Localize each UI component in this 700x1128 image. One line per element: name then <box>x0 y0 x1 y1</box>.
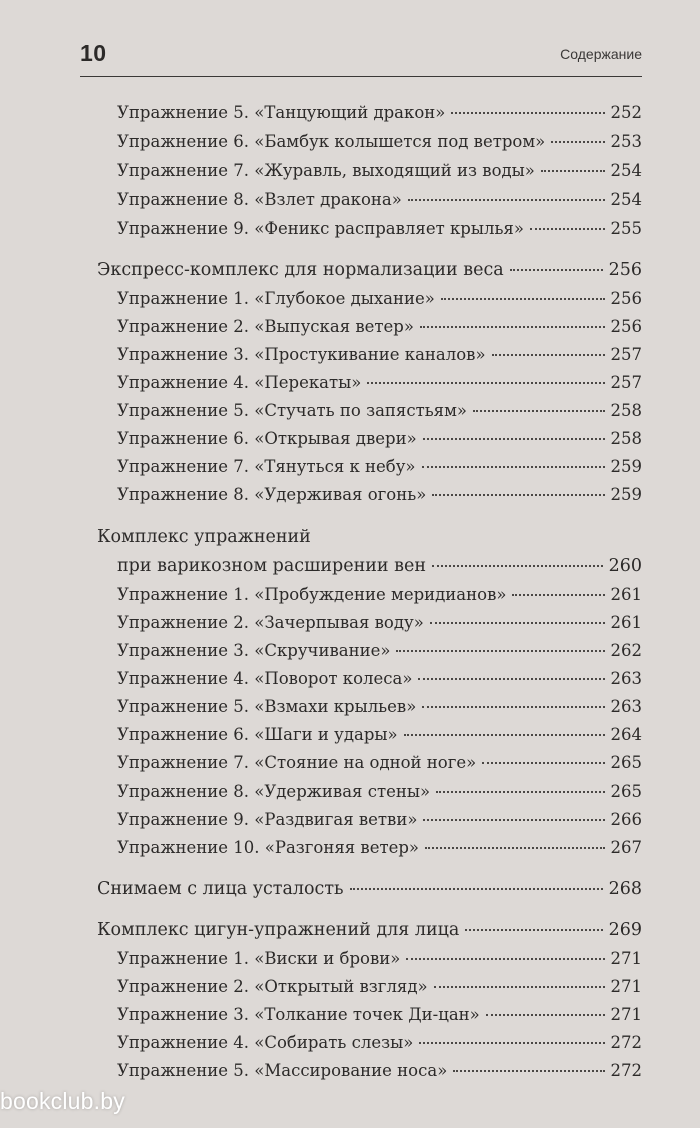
toc-entry: Упражнение 6. «Шаги и удары» 264 <box>117 725 642 744</box>
toc-entry: Упражнение 5. «Танцующий дракон» 252 <box>117 103 642 122</box>
toc-entry: Упражнение 1. «Глубокое дыхание» 256 <box>117 289 642 308</box>
toc-section-entry: Снимаем с лица усталость 268 <box>97 879 642 899</box>
page-number: 10 <box>80 40 107 66</box>
toc-entry: Упражнение 8. «Удерживая стены» 265 <box>117 782 642 801</box>
toc-section-entry: Комплекс цигун-упражнений для лица 269 <box>97 920 642 940</box>
toc-entry: Упражнение 4. «Перекаты» 257 <box>117 373 642 392</box>
toc-entry: Упражнение 2. «Выпуская ветер» 256 <box>117 317 642 336</box>
toc-entry: Упражнение 5. «Взмахи крыльев» 263 <box>117 697 642 716</box>
page-header <box>80 40 642 77</box>
toc-entry: Упражнение 7. «Журавль, выходящий из воды» 254 <box>117 161 642 180</box>
toc-entry: Упражнение 5. «Массирование носа» 272 <box>117 1061 642 1080</box>
watermark: bookclub.by <box>0 1088 125 1114</box>
toc-section-entry: Комплекс упражнений <box>97 527 311 547</box>
toc-entry: Упражнение 1. «Пробуждение меридианов» 261 <box>117 585 642 604</box>
toc-section-entry: Экспресс-комплекс для нормализации веса 256 <box>97 260 642 280</box>
toc-entry: Упражнение 9. «Раздвигая ветви» 266 <box>117 810 642 829</box>
toc-entry: Упражнение 6. «Открывая двери» 258 <box>117 429 642 448</box>
toc-entry: Упражнение 7. «Стояние на одной ноге» 265 <box>117 753 642 772</box>
toc-entry: Упражнение 1. «Виски и брови» 271 <box>117 949 642 968</box>
toc-entry: Упражнение 4. «Поворот колеса» 263 <box>117 669 642 688</box>
toc-section-entry: при варикозном расширении вен 260 <box>117 556 642 576</box>
toc-entry: Упражнение 8. «Взлет дракона» 254 <box>117 190 642 209</box>
toc-entry: Упражнение 2. «Открытый взгляд» 271 <box>117 977 642 996</box>
toc-entry: Упражнение 8. «Удерживая огонь» 259 <box>117 485 642 504</box>
toc-entry: Упражнение 4. «Собирать слезы» 272 <box>117 1033 642 1052</box>
toc-entry: Упражнение 2. «Зачерпывая воду» 261 <box>117 613 642 632</box>
toc-entry: Упражнение 6. «Бамбук колышется под ветром» 253 <box>117 132 642 151</box>
toc-entry: Упражнение 3. «Толкание точек Ди-цан» 271 <box>117 1005 642 1024</box>
toc-entry: Упражнение 10. «Разгоняя ветер» 267 <box>117 838 642 857</box>
toc-entry: Упражнение 7. «Тянуться к небу» 259 <box>117 457 642 476</box>
toc-entry: Упражнение 9. «Феникс расправляет крылья» 255 <box>117 219 642 238</box>
running-title: Содержание <box>560 46 642 62</box>
toc-entry: Упражнение 3. «Скручивание» 262 <box>117 641 642 660</box>
toc-entry: Упражнение 3. «Простукивание каналов» 257 <box>117 345 642 364</box>
toc-entry: Упражнение 5. «Стучать по запястьям» 258 <box>117 401 642 420</box>
